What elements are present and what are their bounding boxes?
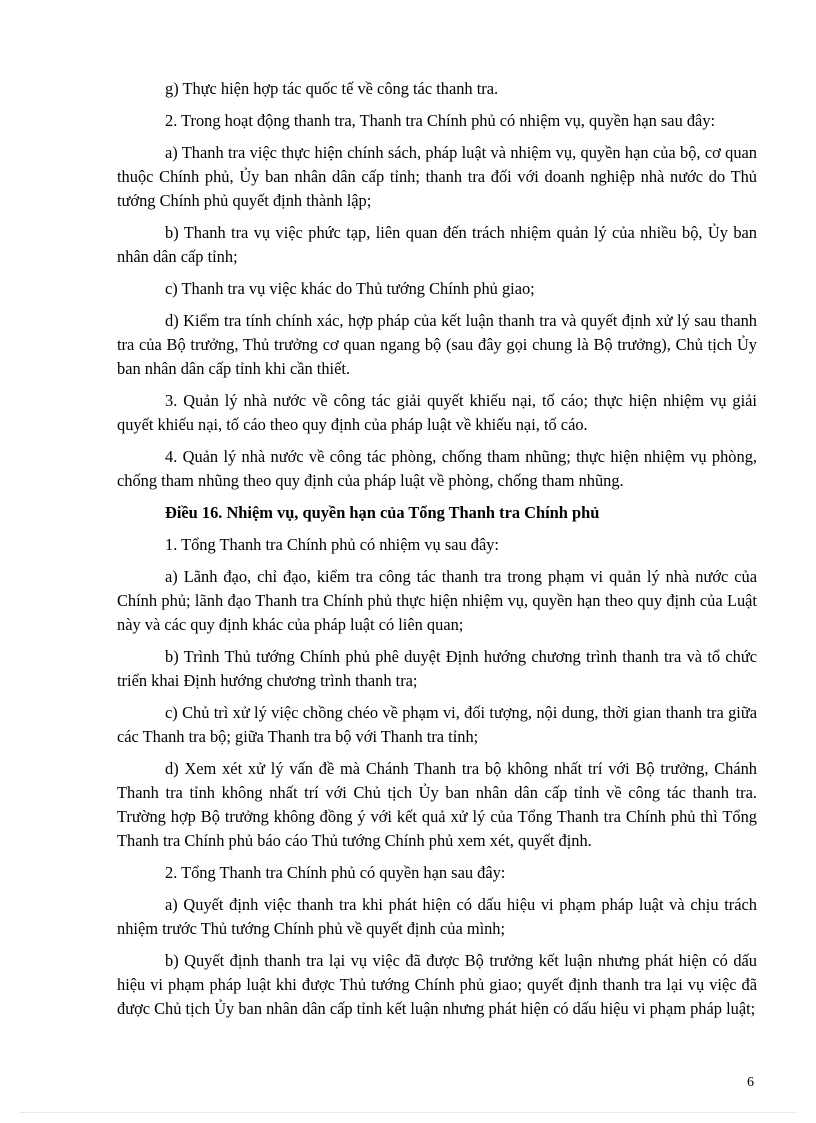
paragraph-a-decide-inspection: a) Quyết định việc thanh tra khi phát hiện có dấu hiệu vi phạm pháp luật và chịu trách nhiệm trước Thủ tướng Chính phủ về quyết định của mình; [117,895,757,938]
paragraph-4-anti-corruption: 4. Quản lý nhà nước về công tác phòng, chống tham nhũng; thực hiện nhiệm vụ phòng, chống tham nhũng theo quy định của pháp luật về phòng, chống tham nhũng. [117,447,757,490]
paragraph-d-check-conclusions: d) Kiểm tra tính chính xác, hợp pháp của kết luận thanh tra và quyết định xử lý sau thanh tra của Bộ trưởng, Thủ trưởng cơ quan ngang bộ (sau đây gọi chung là Bộ trưởng), Chủ tịch Ủy ban nhân dân cấp tỉnh khi cần thiết. [117,311,757,378]
paragraph-2-inspector-general-powers: 2. Tổng Thanh tra Chính phủ có quyền hạn sau đây: [165,863,506,882]
paragraph-b-reinspection: b) Quyết định thanh tra lại vụ việc đã được Bộ trưởng kết luận nhưng phát hiện có dấu hiệu vi phạm pháp luật khi được Thủ tướng Chính phủ giao; quyết định thanh tra lại vụ việc đã được Chủ tịch Ủy ban nhân dân cấp tỉnh kết luận nhưng phát hiện có dấu hiệu vi phạm pháp luật; [117,951,757,1018]
paragraph-b-complex-cases: b) Thanh tra vụ việc phức tạp, liên quan đến trách nhiệm quản lý của nhiều bộ, Ủy ban nhân dân cấp tỉnh; [117,223,757,266]
paragraph-b-submit-orientation: b) Trình Thủ tướng Chính phủ phê duyệt Định hướng chương trình thanh tra và tổ chức triển khai Định hướng chương trình thanh tra; [117,647,757,690]
page-number: 6 [747,1075,754,1090]
paragraph-g-international-cooperation: g) Thực hiện hợp tác quốc tế về công tác thanh tra. [165,79,499,98]
page-bottom-divider [20,1112,796,1113]
paragraph-2-government-inspectorate-duties: 2. Trong hoạt động thanh tra, Thanh tra Chính phủ có nhiệm vụ, quyền hạn sau đây: [165,111,716,130]
paragraph-1-inspector-general-duties: 1. Tổng Thanh tra Chính phủ có nhiệm vụ sau đây: [165,535,499,554]
paragraph-a-inspect-policy-implementation: a) Thanh tra việc thực hiện chính sách, pháp luật và nhiệm vụ, quyền hạn của bộ, cơ quan thuộc Chính phủ, Ủy ban nhân dân cấp tỉnh; thanh tra đối với doanh nghiệp nhà nước do Thủ tướng Chính phủ quyết định thành lập; [117,143,757,210]
paragraph-a-lead-direct-inspect: a) Lãnh đạo, chỉ đạo, kiểm tra công tác thanh tra trong phạm vi quản lý nhà nước của Chính phủ; lãnh đạo Thanh tra Chính phủ thực hiện nhiệm vụ, quyền hạn theo quy định của Luật này và các quy định khác của pháp luật có liên quan; [117,567,757,634]
paragraph-c-resolve-overlap: c) Chủ trì xử lý việc chồng chéo về phạm vi, đối tượng, nội dung, thời gian thanh tra giữa các Thanh tra bộ; giữa Thanh tra bộ với Thanh tra tỉnh; [117,703,757,746]
paragraph-3-complaints-denunciations: 3. Quản lý nhà nước về công tác giải quyết khiếu nại, tố cáo; thực hiện nhiệm vụ giải quyết khiếu nại, tố cáo theo quy định của pháp luật về khiếu nại, tố cáo. [117,391,757,434]
paragraph-c-other-cases: c) Thanh tra vụ việc khác do Thủ tướng Chính phủ giao; [165,279,535,298]
article-16-heading: Điều 16. Nhiệm vụ, quyền hạn của Tổng Thanh tra Chính phủ [165,503,600,522]
document-body [117,77,757,1029]
paragraph-d-handle-disagreements: d) Xem xét xử lý vấn đề mà Chánh Thanh tra bộ không nhất trí với Bộ trưởng, Chánh Thanh tra tỉnh không nhất trí với Chủ tịch Ủy ban nhân dân cấp tỉnh về công tác thanh tra. Trường hợp Bộ trưởng không đồng ý với kết quả xử lý của Tổng Thanh tra Chính phủ thì Tổng Thanh tra Chính phủ báo cáo Thủ tướng Chính phủ xem xét, quyết định. [117,759,757,850]
